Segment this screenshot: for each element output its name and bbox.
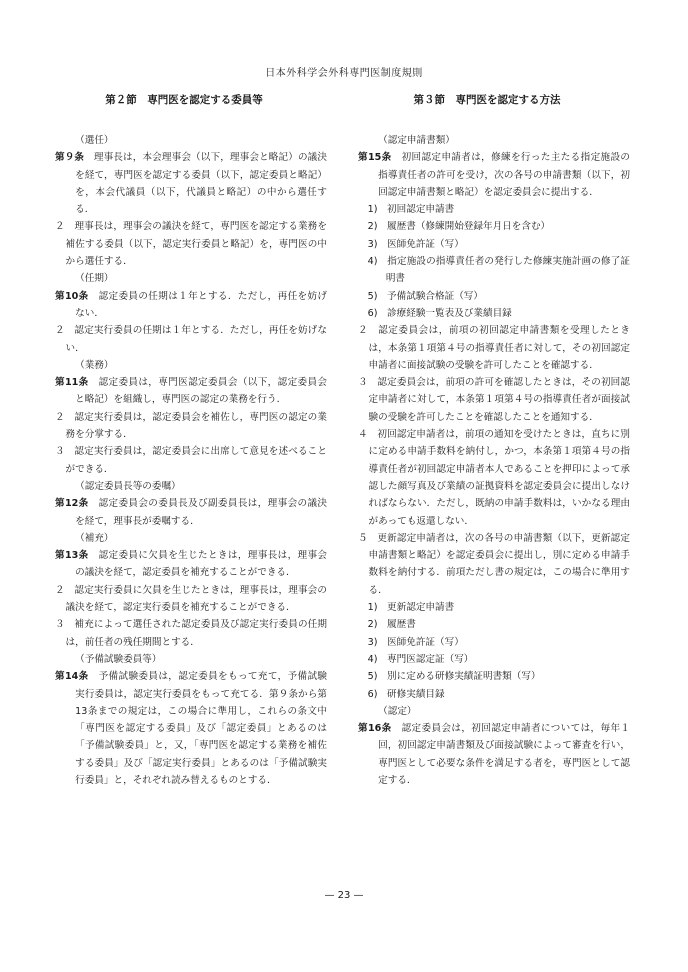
article-number: 第９条: [55, 152, 85, 164]
article-text: 理事長は，本会理事会（以下，理事会と略記）の議決を経て，専門医を認定する委員（以下，認定委員と略記）を，本会代議員（以下，代議員と略記）の中から選任する．: [75, 152, 327, 216]
list-item: 2) 履歴書（修練開始登録年月日を含む）: [367, 221, 551, 233]
list-item: 2) 履歴書: [367, 619, 416, 631]
paragraph: ３ 認定委員会は，前項の許可を確認したときは，その初回認定申請者に対して，本条第１項第４号の指導責任者が面接試験の受験を許可したことを確認したことを通知する．: [358, 377, 630, 423]
paragraph: ５ 更新認定申請者は，次の各号の申請書類（以下，更新認定申請書類と略記）を認定委員会に提出し，別に定める申請手数料を納付する．前項ただし書の規定は，この場合に準用する．: [358, 532, 630, 596]
article: [55, 149, 327, 218]
article-caption: （補充）: [75, 532, 114, 544]
article: [55, 374, 327, 409]
paragraph: ２ 認定実行委員は，認定委員会を補佐し，専門医の認定の業務を分掌する．: [55, 411, 327, 441]
article: [358, 720, 630, 789]
article-text: 認定委員に欠員を生じたときは，理事長は，理事会の議決を経て，認定委員を補充することができる．: [75, 550, 328, 579]
right-column-body: [358, 132, 630, 789]
paragraph: ２ 理事長は，理事会の議決を経て，専門医を認定する業務を補佐する委員（以下，認定実行委員と略記）を，専門医の中から選任する．: [55, 221, 327, 268]
paragraph: ３ 補充によって選任された認定委員及び認定実行委員の任期は，前任者の残任期間とする．: [55, 619, 327, 648]
left-column-body: [55, 132, 327, 789]
list-item: 3) 医師免許証（写）: [367, 636, 464, 648]
article: [55, 495, 327, 530]
article-number: 第14条: [55, 671, 89, 683]
paragraph: ４ 初回認定申請者は，前項の通知を受けたときは，直ちに別に定める申請手数料を納付し，かつ，本条第１項第４号の指導責任者が初回認定申請者本人であることを押印によって承認した顔写真及び業績の証拠資料を認定委員会に提出しなければならない．ただし，既納の申請手数料は，いかなる理由があっても返還しない．: [358, 429, 630, 527]
article-number: 第12条: [55, 498, 89, 510]
list-item: 6) 研修実績目録: [367, 688, 445, 700]
list-item: 5) 予備試験合格証（写）: [367, 290, 483, 302]
paragraph: ２ 認定実行委員の任期は１年とする．ただし，再任を妨げない．: [55, 325, 327, 354]
article-text: 初回認定申請者は，修練を行った主たる指定施設の指導責任者の許可を受け，次の各号の申請書類（以下，初回認定申請書類と略記）を認定委員会に提出する．: [378, 152, 631, 198]
section-title: 第３節 専門医を認定する方法: [413, 94, 561, 106]
page-number: — 23 —: [324, 890, 364, 901]
article-number: 第16条: [358, 723, 392, 735]
article-text: 予備試験委員は，認定委員をもって充て，予備試験実行委員は，認定実行委員をもって充てる．第９条から第13条までの規定は，この場合に準用し，これらの条文中「専門医を認定する委員」及び「認定委員」とあるのは「予備試験委員」と，又，「専門医を認定する業務を補佐する委員」及び「認定実行委員」とあるのは「予備試験実行委員」と，それぞれ読み替えるものとする．: [75, 671, 328, 786]
list-item: 1) 初回認定申請書: [367, 204, 455, 216]
article-text: 認定委員は，専門医認定委員会（以下，認定委員会と略記）を組織し，専門医の認定の業務を行う．: [75, 377, 328, 406]
article-number: 第13条: [55, 550, 89, 562]
article-text: 認定委員の任期は１年とする．ただし，再任を妨げない．: [75, 290, 328, 319]
list-item: 4) 専門医認定証（写）: [367, 653, 474, 665]
list-item: 5) 別に定める研修実績証明書類（写）: [367, 671, 541, 683]
article-caption: （業務）: [75, 359, 114, 371]
right-column: [358, 92, 630, 789]
running-header: 日本外科学会外科専門医制度規則: [265, 68, 423, 79]
paragraph: ２ 認定実行委員に欠員を生じたときは，理事長は，理事会の議決を経て，認定実行委員を補充することができる．: [55, 584, 327, 614]
article-text: 認定委員会の委員長及び副委員長は，理事会の議決を経て，理事長が委嘱する．: [75, 498, 328, 527]
list-item: 4) 指定施設の指導責任者の発行した修練実施計画の修了証明書: [367, 256, 630, 285]
article-caption: （任期）: [75, 273, 114, 285]
article-caption: （認定）: [378, 705, 417, 717]
article-caption: （選任）: [75, 135, 114, 146]
left-column: [55, 92, 327, 789]
article-caption: （認定申請書類）: [378, 135, 455, 146]
article-text: 認定委員会は，初回認定申請者については，毎年１回，初回認定申請書類及び面接試験によって審査を行い，専門医として必要な条件を満足する者を，専門医として認定する．: [378, 723, 631, 786]
list-item: 6) 診療経験一覧表及び業績目録: [367, 307, 512, 319]
article: [55, 547, 327, 582]
article-caption: （認定委員長等の委嘱）: [75, 480, 181, 492]
article-number: 第15条: [358, 152, 392, 164]
list-item: 3) 医師免許証（写）: [367, 238, 464, 250]
article: [55, 288, 327, 323]
article-number: 第11条: [55, 377, 89, 389]
paragraph: ２ 認定委員会は，前項の初回認定申請書類を受理したときは，本条第１項第４号の指導責任者に対して，その初回認定申請者に面接試験の受験を許可したことを確認する．: [358, 325, 630, 371]
article: [358, 149, 630, 201]
article: [55, 668, 327, 789]
list-item: 1) 更新認定申請書: [367, 602, 455, 614]
article-caption: （予備試験委員等）: [75, 653, 162, 665]
paragraph: ３ 認定実行委員は，認定委員会に出席して意見を述べることができる．: [55, 446, 327, 475]
section-title: 第２節 専門医を認定する委員等: [105, 94, 263, 106]
article-number: 第10条: [55, 290, 89, 302]
